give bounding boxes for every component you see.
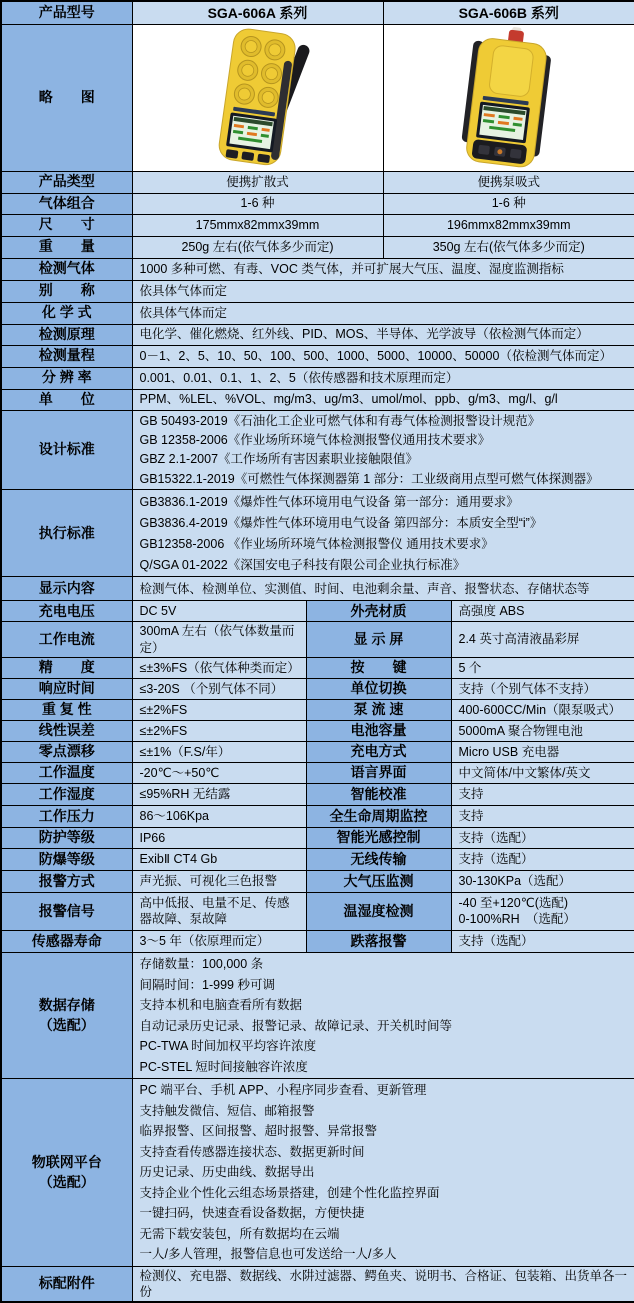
table-row-chemical-formula	[1, 302, 634, 324]
row-value: 检测仪、充电器、数据线、水阱过滤器、鳄鱼夹、说明书、合格证、包装箱、出货单各一份	[132, 1266, 634, 1302]
feature-line: 支持查看传感器连接状态、数据更新时间	[139, 1144, 365, 1159]
row-value-2: 5000mA 聚合物锂电池	[451, 720, 634, 741]
row-label: 报警信号	[1, 892, 132, 930]
value-line: 0-100%RH （选配）	[458, 912, 576, 927]
series-a-header: SGA-606A 系列	[132, 1, 383, 24]
device-b-cell	[383, 24, 634, 171]
row-value-2	[451, 892, 634, 930]
table-row-alias	[1, 280, 634, 302]
row-label: 报警方式	[1, 870, 132, 892]
table-row-detection-principle	[1, 324, 634, 345]
row-label: 工作温度	[1, 762, 132, 783]
table-row-weight	[1, 236, 634, 258]
row-label-2: 单位切换	[306, 678, 451, 699]
table-row-data-storage	[1, 952, 634, 1079]
row-label: 检测量程	[1, 345, 132, 367]
row-value-2: 400-600CC/Min（限泵吸式）	[451, 699, 634, 720]
standard-line: GB15322.1-2019《可燃性气体探测器第 1 部分：工业级商用点型可燃气体探测器》	[139, 471, 599, 486]
row-label: 检测气体	[1, 258, 132, 280]
table-row-design-standards	[1, 410, 634, 490]
row-label: 分 辨 率	[1, 367, 132, 389]
table-row-working-humidity	[1, 783, 634, 805]
row-value-a: 175mmx82mmx39mm	[132, 214, 383, 236]
row-label-2: 大气压监测	[306, 870, 451, 892]
feature-line: 支持触发微信、短信、邮箱报警	[139, 1103, 315, 1118]
label-line: 物联网平台	[31, 1153, 102, 1170]
row-label-2: 温湿度检测	[306, 892, 451, 930]
row-value-2: 30-130KPa（选配）	[451, 870, 634, 892]
table-row-protection-rating	[1, 827, 634, 848]
row-value-2: 支持（选配）	[451, 827, 634, 848]
table-row-working-temperature	[1, 762, 634, 783]
row-value-2: 2.4 英寸高清液晶彩屏	[451, 622, 634, 658]
table-row-dimensions	[1, 214, 634, 236]
row-value: 300mA 左右（依气体数量而定）	[132, 622, 306, 658]
table-row-response-time	[1, 678, 634, 699]
table-row-explosion-proof-rating	[1, 848, 634, 870]
row-label: 气体组合	[1, 193, 132, 214]
row-label: 重 复 性	[1, 699, 132, 720]
row-label-2: 显 示 屏	[306, 622, 451, 658]
row-label-2: 电池容量	[306, 720, 451, 741]
table-row-resolution	[1, 367, 634, 389]
row-value-a: 便携扩散式	[132, 171, 383, 193]
standard-line: GB3836.1-2019《爆炸性气体环境用电气设备 第一部分：通用要求》	[139, 494, 519, 509]
row-label-2: 智能光感控制	[306, 827, 451, 848]
table-row-alarm-mode	[1, 870, 634, 892]
row-label: 别 称	[1, 280, 132, 302]
row-value: 依具体气体而定	[132, 302, 634, 324]
value-line: -40 至+120℃(选配)	[458, 896, 569, 910]
row-label: 线性误差	[1, 720, 132, 741]
row-value: DC 5V	[132, 601, 306, 622]
device-a-cell	[132, 24, 383, 171]
row-label-2: 泵 流 速	[306, 699, 451, 720]
row-label: 标配附件	[1, 1266, 132, 1302]
row-label: 显示内容	[1, 577, 132, 601]
row-label: 防爆等级	[1, 848, 132, 870]
row-value-b: 196mmx82mmx39mm	[383, 214, 634, 236]
table-row-linearity-error	[1, 720, 634, 741]
row-label-sketch: 略 图	[1, 24, 132, 171]
standard-line: GBZ 2.1-2007《工作场所有害因素职业接触限值》	[139, 452, 419, 467]
label-line: （选配）	[38, 1173, 95, 1190]
row-value: ≤±1%（F.S/年）	[132, 741, 306, 762]
row-label: 单 位	[1, 389, 132, 410]
row-value: ExibⅡ CT4 Gb	[132, 848, 306, 870]
row-value-a: 1-6 种	[132, 193, 383, 214]
row-value: 86～106Kpa	[132, 805, 306, 827]
row-value: IP66	[132, 827, 306, 848]
table-row-gas-combination	[1, 193, 634, 214]
row-label-product-model: 产品型号	[1, 1, 132, 24]
table-row-display-content	[1, 577, 634, 601]
row-value-2: 5 个	[451, 657, 634, 678]
row-label: 执行标准	[1, 490, 132, 577]
row-value-2: 支持	[451, 805, 634, 827]
row-value	[132, 952, 634, 1079]
row-label: 检测原理	[1, 324, 132, 345]
row-label-2: 外壳材质	[306, 601, 451, 622]
row-value: 依具体气体而定	[132, 280, 634, 302]
row-label: 充电电压	[1, 601, 132, 622]
feature-line: 自动记录历史记录、报警记录、故障记录、开关机时间等	[139, 1018, 453, 1033]
table-row-iot-platform	[1, 1079, 634, 1267]
feature-line: 间隔时间：1-999 秒可调	[139, 977, 275, 992]
table-row-working-current	[1, 622, 634, 658]
feature-line: 临界报警、区间报警、超时报警、异常报警	[139, 1124, 378, 1139]
row-value-2: 支持（选配）	[451, 848, 634, 870]
row-label	[1, 952, 132, 1079]
row-label-2: 语言界面	[306, 762, 451, 783]
table-row-product-type	[1, 171, 634, 193]
row-value: 电化学、催化燃烧、红外线、PID、MOS、半导体、光学波导（依检测气体而定）	[132, 324, 634, 345]
row-label: 精 度	[1, 657, 132, 678]
table-row-repeatability	[1, 699, 634, 720]
feature-line: 存储数量：100,000 条	[139, 956, 264, 971]
feature-line: PC 端平台、手机 APP、小程序同步查看、更新管理	[139, 1083, 427, 1098]
feature-line: PC-STEL 短时间接触容许浓度	[139, 1059, 308, 1074]
row-label-2: 智能校准	[306, 783, 451, 805]
row-value	[132, 1079, 634, 1267]
table-row-alarm-signal	[1, 892, 634, 930]
row-value: ≤3-20S （个别气体不同）	[132, 678, 306, 699]
row-value: ≤±2%FS	[132, 699, 306, 720]
feature-line: PC-TWA 时间加权平均容许浓度	[139, 1039, 317, 1054]
table-row-charging-voltage	[1, 601, 634, 622]
row-label: 设计标准	[1, 410, 132, 490]
standard-line: GB12358-2006 《作业场所环境气体检测报警仪 通用技术要求》	[139, 536, 494, 551]
table-row-sensor-life	[1, 930, 634, 952]
row-label-2: 跌落报警	[306, 930, 451, 952]
table-row-zero-drift	[1, 741, 634, 762]
row-value-a: 250g 左右(依气体多少而定)	[132, 236, 383, 258]
row-value-2: 中文简体/中文繁体/英文	[451, 762, 634, 783]
standard-line: GB 50493-2019《石油化工企业可燃气体和有毒气体检测报警设计规范》	[139, 413, 541, 428]
row-label-2: 全生命周期监控	[306, 805, 451, 827]
row-value	[132, 490, 634, 577]
row-label: 工作湿度	[1, 783, 132, 805]
label-line: 数据存储	[38, 996, 95, 1013]
standard-line: GB3836.4-2019《爆炸性气体环境用电气设备 第四部分：本质安全型“i”》	[139, 515, 543, 530]
row-label: 工作电流	[1, 622, 132, 658]
table-row-detected-gases	[1, 258, 634, 280]
feature-line: 支持企业个性化云组态场景搭建，创建个性化监控界面	[139, 1185, 440, 1200]
table-row-execution-standards	[1, 490, 634, 577]
row-value: 1000 多种可燃、有毒、VOC 类气体，并可扩展大气压、温度、湿度监测指标	[132, 258, 634, 280]
row-value-b: 350g 左右(依气体多少而定)	[383, 236, 634, 258]
row-value-2: Micro USB 充电器	[451, 741, 634, 762]
row-value: 0－1、2、5、10、50、100、500、1000、5000、10000、50000（依检测气体而定）	[132, 345, 634, 367]
row-value	[132, 410, 634, 490]
row-value-2: 高强度 ABS	[451, 601, 634, 622]
row-label: 产品类型	[1, 171, 132, 193]
table-row-working-pressure	[1, 805, 634, 827]
row-label-2: 无线传输	[306, 848, 451, 870]
row-label	[1, 1079, 132, 1267]
row-value-2: 支持（个别气体不支持）	[451, 678, 634, 699]
label-line: （选配）	[38, 1016, 95, 1033]
row-value: 检测气体、检测单位、实测值、时间、电池剩余量、声音、报警状态、存储状态等	[132, 577, 634, 601]
row-value-2: 支持（选配）	[451, 930, 634, 952]
row-value-b: 1-6 种	[383, 193, 634, 214]
row-label: 零点漂移	[1, 741, 132, 762]
row-label: 工作压力	[1, 805, 132, 827]
device-a-image	[138, 27, 378, 169]
series-b-header: SGA-606B 系列	[383, 1, 634, 24]
table-row-accuracy	[1, 657, 634, 678]
row-label: 重 量	[1, 236, 132, 258]
table-row-units	[1, 389, 634, 410]
row-value: 声光振、可视化三色报警	[132, 870, 306, 892]
row-label: 传感器寿命	[1, 930, 132, 952]
row-value: ≤95%RH 无结露	[132, 783, 306, 805]
feature-line: 一键扫码，快速查看设备数据，方便快捷	[139, 1206, 365, 1221]
device-b-image	[389, 27, 629, 169]
row-label: 尺 寸	[1, 214, 132, 236]
row-value: ≤±2%FS	[132, 720, 306, 741]
row-value: PPM、%LEL、%VOL、mg/m3、ug/m3、umol/mol、ppb、g/m3、mg/l、g/l	[132, 389, 634, 410]
row-label: 化 学 式	[1, 302, 132, 324]
row-label: 防护等级	[1, 827, 132, 848]
row-value-b: 便携泵吸式	[383, 171, 634, 193]
row-label-2: 充电方式	[306, 741, 451, 762]
row-value: ≤±3%FS（依气体种类而定）	[132, 657, 306, 678]
row-value: 0.001、0.01、0.1、1、2、5（依传感器和技术原理而定）	[132, 367, 634, 389]
standard-line: GB 12358-2006《作业场所环境气体检测报警仪通用技术要求》	[139, 433, 491, 448]
row-value: 3～5 年（依原理而定）	[132, 930, 306, 952]
feature-line: 无需下载安装包，所有数据均在云端	[139, 1226, 340, 1241]
row-label-2: 按 键	[306, 657, 451, 678]
table-row-detection-range	[1, 345, 634, 367]
feature-line: 历史记录、历史曲线、数据导出	[139, 1165, 315, 1180]
feature-line: 一人/多人管理，报警信息也可发送给一人/多人	[139, 1247, 397, 1262]
product-model-row	[1, 1, 634, 24]
row-value-2: 支持	[451, 783, 634, 805]
row-label: 响应时间	[1, 678, 132, 699]
standard-line: Q/SGA 01-2022《深国安电子科技有限公司企业执行标准》	[139, 557, 466, 572]
sketch-row	[1, 24, 634, 171]
row-value: -20℃～+50℃	[132, 762, 306, 783]
feature-line: 支持本机和电脑查看所有数据	[139, 998, 303, 1013]
row-value: 高中低报、电量不足、传感器故障、泵故障	[132, 892, 306, 930]
